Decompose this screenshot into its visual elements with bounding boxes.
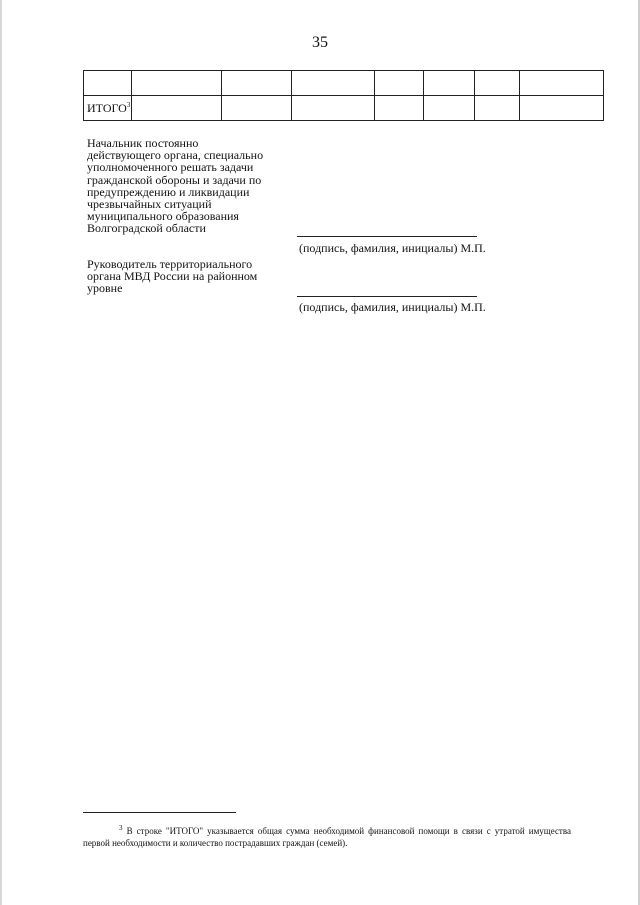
table-cell — [424, 96, 475, 121]
footnote — [83, 822, 571, 849]
table-cell — [375, 71, 424, 96]
footnote-separator — [83, 812, 236, 813]
signatory-1-line: предупреждению и ликвидации — [87, 184, 250, 199]
table-cell — [292, 96, 375, 121]
signatory-1-line: уполномоченного решать задачи — [87, 160, 254, 175]
footnote-mark: 3 — [119, 824, 123, 832]
table-cell — [292, 71, 375, 96]
signatory-2-line: органа МВД России на районном — [87, 269, 258, 284]
table-cell — [475, 96, 520, 121]
signatory-1-line: действующего органа, специально — [87, 148, 264, 163]
total-label-cell — [84, 96, 132, 121]
scan-edge-left — [0, 0, 2, 905]
signatory-1-line: чрезвычайных ситуаций — [87, 197, 212, 212]
table-cell — [475, 71, 520, 96]
total-row — [84, 96, 604, 121]
signature-line-2 — [297, 296, 477, 297]
signature-caption-2: (подпись, фамилия, инициалы) М.П. — [299, 300, 486, 314]
signatory-1-line: Начальник постоянно — [87, 136, 199, 150]
table-cell — [222, 96, 292, 121]
signatory-1-title — [87, 137, 263, 235]
table-cell — [132, 71, 222, 96]
signature-line-1 — [297, 236, 477, 237]
signatory-1-line: гражданской обороны и задачи по — [87, 172, 262, 187]
signatory-1-line: муниципального образования — [87, 209, 239, 224]
signatory-2-line: Руководитель территориального — [87, 257, 253, 271]
summary-table — [83, 70, 604, 121]
table-cell — [375, 96, 424, 121]
table-cell — [520, 71, 604, 96]
signature-caption-1: (подпись, фамилия, инициалы) М.П. — [299, 241, 486, 255]
table-cell — [424, 71, 475, 96]
table-row — [84, 71, 604, 96]
table-cell — [520, 96, 604, 121]
footnote-text: В строке "ИТОГО" указывается общая сумма необходимой финансовой помощи в связи с утратой имущества первой необходимости и количество пострадавших граждан (семей). — [83, 826, 571, 848]
total-label: ИТОГО — [87, 100, 127, 115]
signatory-2-line: уровне — [87, 281, 123, 296]
footnote-ref: 3 — [126, 100, 131, 109]
table-cell — [84, 71, 132, 96]
table-cell — [222, 71, 292, 96]
signatory-2-title — [87, 258, 257, 295]
table-cell — [132, 96, 222, 121]
signatory-1-line: Волгоградской области — [87, 221, 206, 236]
page-number: 35 — [312, 34, 328, 51]
